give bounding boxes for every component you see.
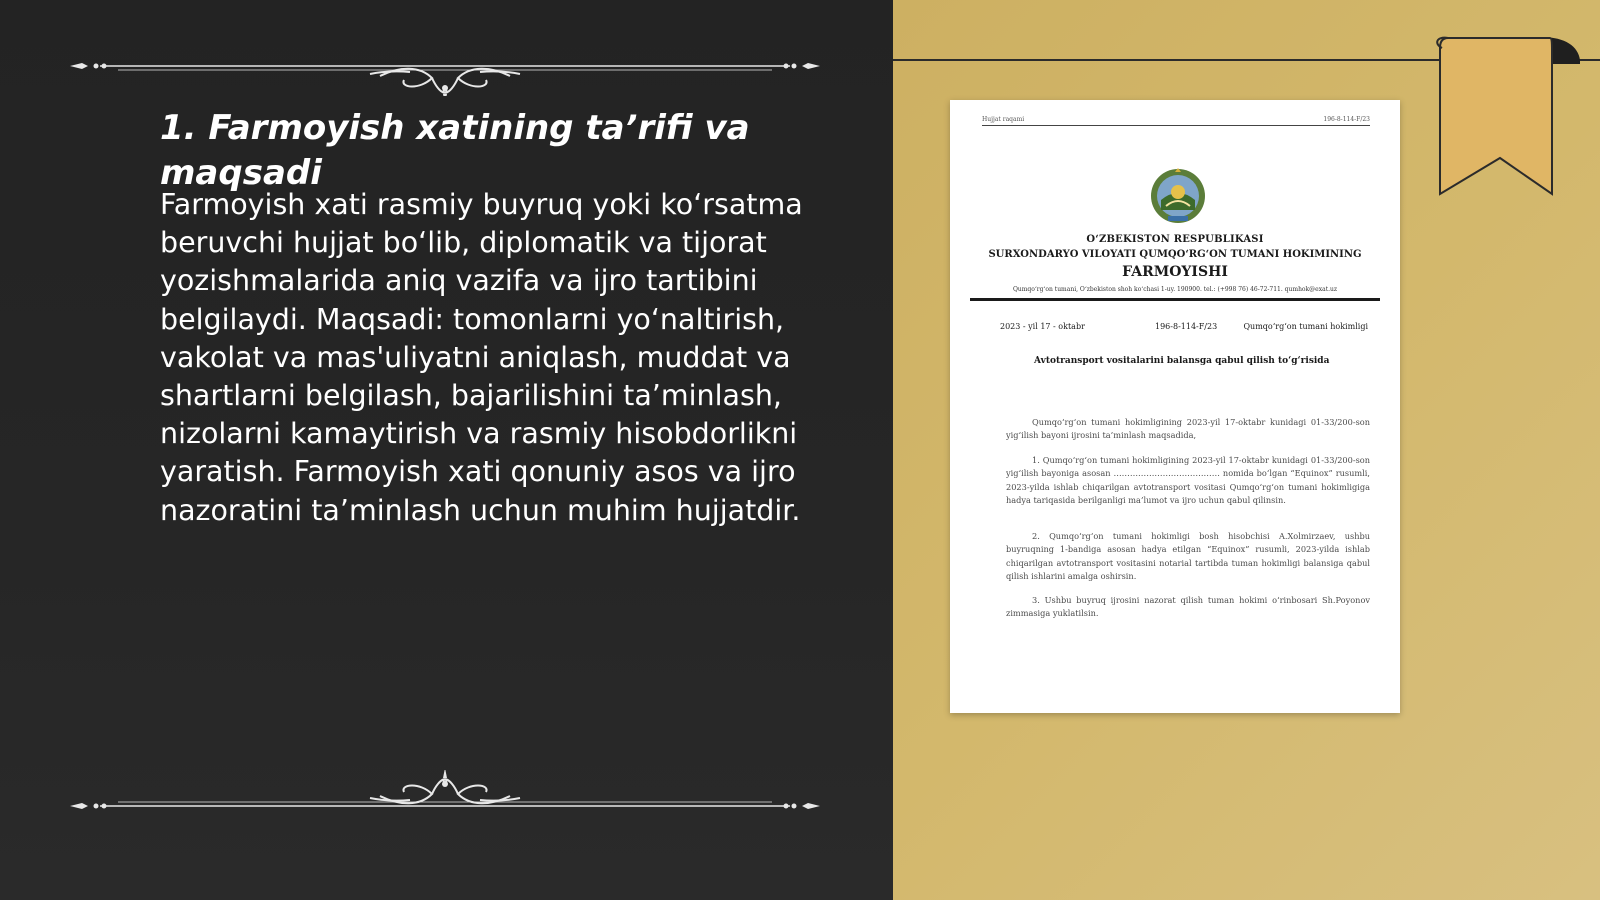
document-divider [970,298,1380,301]
document-paragraph: 3. Ushbu buyruq ijrosini nazorat qilish tuman hokimi o‘rinbosari Sh.Poyonov zimmasiga yuklatilsin. [1006,595,1370,619]
state-emblem-icon [1148,166,1208,226]
document-header-line [982,125,1370,126]
bookmark-icon [1430,34,1590,204]
document-address: Qumqo‘rg‘on tumani, O‘zbekiston shoh ko‘chasi 1-uy. 190900. tel.: (+998 76) 46-72-711. qumhok@exat.uz [1012,286,1338,293]
scroll-divider-icon [60,36,830,96]
decree-document-image [950,100,1400,713]
document-number: 196-8-114-F/23 [1155,322,1218,331]
document-date: 2023 - yil 17 - oktabr [1000,322,1085,331]
document-paragraph: 1. Qumqo‘rg‘on tumani hokimligining 2023-yil 17-oktabr kunidagi 01-33/200-son yig‘ilish bayoniga asosan ………………………………… nomida bo‘lgan “Equinox” rusumli, 2023-yilda ishlab chiqarilgan avtotransport vositasi Qumqo‘rg‘on tumani hokimligiga hadya tariqasida berilganligi ma’lumot va ijro uchun qabul qilinsin. [1006,455,1370,506]
document-paragraph: 2. Qumqo‘rg‘on tumani hokimligi bosh hisobchisi A.Xolmirzaev, ushbu buyruqning 1-bandiga asosan hadya etilgan “Equinox” rusumli, 2023-yilda ishlab chiqarilgan avtotransport vositasini notarial tartibda tuman hokimligi balansiga qabul qilish ishlarini amalga oshirsin. [1006,531,1370,582]
document-header-left: Hujjat raqami [982,116,1025,123]
scroll-divider-icon [60,770,830,830]
document-header-right: 196-8-114-F/23 [1323,116,1370,123]
document-subject: Avtotransport vositalarini balansga qabul qilish to‘g‘risida [1034,356,1330,366]
slide-body-text: Farmoyish xati rasmiy buyruq yoki ko‘rsatma beruvchi hujjat bo‘lib, diplomatik va tijorat yozishmalarida aniq vazifa va ijro tartibini belgilaydi. Maqsadi: tomonlarni yo‘naltirish, vakolat va mas'uliyatni aniqlash, muddat va shartlarni belgilash, bajarilishini ta’minlash, nizolarni kamaytirish va rasmiy hisobdorlikni yaratish. Farmoyish xati qonuniy asos va ijro nazoratini ta’minlash uchun muhim hujjatdir. [160,188,803,527]
document-authority: SURXONDARYO VILOYATI QUMQO‘RG‘ON TUMANI HOKIMINING [988,249,1362,260]
document-paragraph: Qumqo‘rg‘on tumani hokimligining 2023-yil 17-oktabr kunidagi 01-33/200-son yig‘ilish bayoni ijrosini ta’minlash maqsadida, [1006,417,1370,441]
document-country: O‘ZBEKISTON RESPUBLIKASI [1086,234,1264,245]
document-type: FARMOYISHI [1122,264,1228,280]
slide-heading: 1. Farmoyish xatining ta’rifi va maqsadi [160,108,750,193]
document-place: Qumqo‘rg‘on tumani hokimligi [1243,322,1368,331]
